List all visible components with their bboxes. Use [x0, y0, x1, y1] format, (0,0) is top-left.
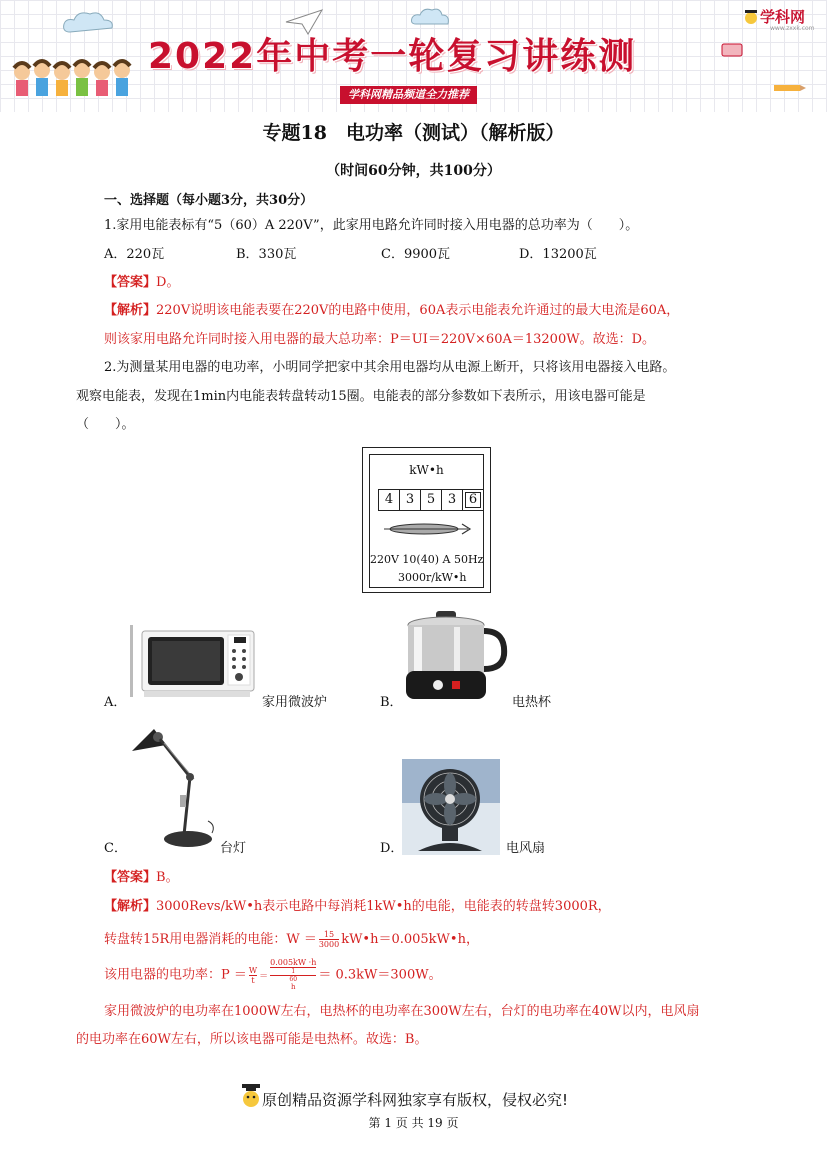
meter-spec: 220V 10(40) A 50Hz: [370, 553, 484, 566]
banner-subtitle: 学科网精品频道全力推荐: [340, 86, 477, 104]
q2-analysis-line-2: [104, 926, 479, 954]
fraction: [319, 930, 339, 949]
q2-option-d-name: 电风扇: [506, 841, 546, 856]
question-1-stem: 1.家用电能表标有“5（60）A 220V”，此家用电路允许同时接入用电器的总功率为（ ）。: [104, 218, 639, 233]
meter-digit: 5: [420, 489, 442, 511]
q1-option-b: B．330瓦: [236, 247, 297, 262]
mascot-icon: [744, 8, 758, 26]
meter-digit: 4: [378, 489, 400, 511]
q2-option-c-name: 台灯: [220, 841, 247, 856]
analysis-text: 220V说明该电能表要在220V的电路中使用，60A表示电能表允许通过的最大电流是60A，: [156, 303, 680, 318]
page-number: 第 1 页 共 19 页: [368, 1116, 459, 1130]
formula-text: ＝ 0.3kW＝300W。: [318, 967, 442, 983]
answer-value: D。: [156, 275, 180, 290]
fraction: [270, 958, 316, 992]
q2-option-b-name: 电热杯: [512, 695, 552, 710]
q2-analysis-line-4: 家用微波炉的电功率在1000W左右，电热杯的电功率在300W左右，台灯的电功率在40W以内，电风扇: [104, 1004, 700, 1019]
answer-tag: 【答案】: [104, 870, 157, 885]
microwave-image: [130, 625, 256, 701]
q2-answer: [104, 869, 179, 887]
formula-text: kW•h＝0.005kW•h，: [341, 932, 479, 947]
question-2-stem-line-1: 2.为测量某用电器的电功率，小明同学把家中其余用电器均从电源上断开，只将该用电器接入电路。: [104, 360, 676, 375]
cloud-icon: [410, 4, 454, 28]
fraction-numerator: 15: [319, 930, 339, 940]
q1-option-a: A．220瓦: [104, 247, 165, 262]
q1-answer: [104, 274, 179, 292]
mascot-icon: [240, 1082, 262, 1110]
fraction-denominator: [270, 968, 316, 992]
formula-text: 该用电器的电功率：P ＝: [104, 967, 247, 983]
q1-analysis-line-1: [104, 302, 679, 320]
q2-option-c-letter: C．: [104, 841, 127, 856]
eraser-icon: [720, 40, 746, 60]
q2-option-d-letter: D．: [380, 841, 404, 856]
meter-digit: 3: [441, 489, 463, 511]
q1-analysis-line-2: 则该家用电路允许同时接入用电器的最大总功率：P＝UI＝220V×60A＝13200W。故选：D。: [104, 332, 656, 347]
q2-option-a-letter: A．: [104, 695, 127, 710]
fraction: [270, 968, 316, 983]
time-note: （时间60分钟，共100分）: [326, 163, 501, 179]
site-logo[interactable]: 学科网: [760, 8, 806, 26]
meter-digit: 3: [399, 489, 421, 511]
fraction-denominator: 60: [289, 976, 298, 983]
unit: h: [290, 983, 296, 991]
document-title: 专题18 电功率（测试）（解析版）: [262, 122, 565, 144]
fraction-denominator: 3000: [318, 940, 340, 949]
q1-option-c: C．9900瓦: [381, 247, 451, 262]
fraction-numerator: W: [248, 965, 258, 975]
formula-text: 转盘转15R用电器消耗的电能：W ＝: [104, 932, 317, 947]
analysis-tag: 【解析】: [104, 303, 157, 318]
desk-lamp-image: [128, 723, 216, 855]
electric-fan-image: [402, 759, 500, 855]
answer-value: B。: [156, 870, 179, 885]
q2-analysis-line-1: [104, 898, 611, 916]
q2-analysis-line-5: 的电功率在60W左右，所以该电器可能是电热杯。故选：B。: [76, 1032, 428, 1047]
meter-unit: kW•h: [409, 463, 444, 477]
formula-text: ＝: [259, 971, 269, 982]
pencil-icon: [772, 80, 808, 96]
fraction: [249, 966, 257, 985]
q2-analysis-line-3: [104, 958, 442, 993]
analysis-tag: 【解析】: [104, 899, 157, 914]
q2-option-a-name: 家用微波炉: [262, 695, 328, 710]
rotating-disc-arrow-icon: [382, 521, 472, 537]
children-illustration: [8, 56, 138, 106]
question-2-stem-line-2: 观察电能表，发现在1min内电能表转盘转动15圈。电能表的部分参数如下表所示，用该电器可能是: [76, 389, 646, 404]
meter-digits: [379, 489, 484, 511]
meter-digit-decimal: 6: [462, 489, 484, 511]
cloud-icon: [60, 8, 130, 38]
meter-face: [369, 454, 484, 588]
electric-kettle-image: [404, 609, 508, 703]
fraction-numerator: 1: [270, 968, 316, 976]
fraction-denominator: t: [251, 975, 255, 985]
question-2-stem-line-3: （ ）。: [76, 417, 135, 432]
q2-option-b-letter: B．: [380, 695, 403, 710]
fraction-numerator: 0.005kW ·h: [270, 958, 317, 967]
electricity-meter: [362, 447, 491, 593]
section-title: 一、选择题（每小题3分，共30分）: [104, 193, 314, 208]
answer-tag: 【答案】: [104, 275, 157, 290]
banner-title: 2022年中考一轮复习讲练测: [148, 36, 637, 77]
meter-rev: 3000r/kW•h: [398, 571, 467, 584]
q1-option-d: D．13200瓦: [519, 247, 597, 262]
copyright-notice: 原创精品资源学科网独家享有版权，侵权必究!: [262, 1091, 569, 1109]
site-url: www.zxxk.com: [770, 25, 815, 32]
analysis-text: 3000Revs/kW•h表示电路中每消耗1kW•h的电能，电能表的转盘转3000R，: [156, 899, 611, 914]
